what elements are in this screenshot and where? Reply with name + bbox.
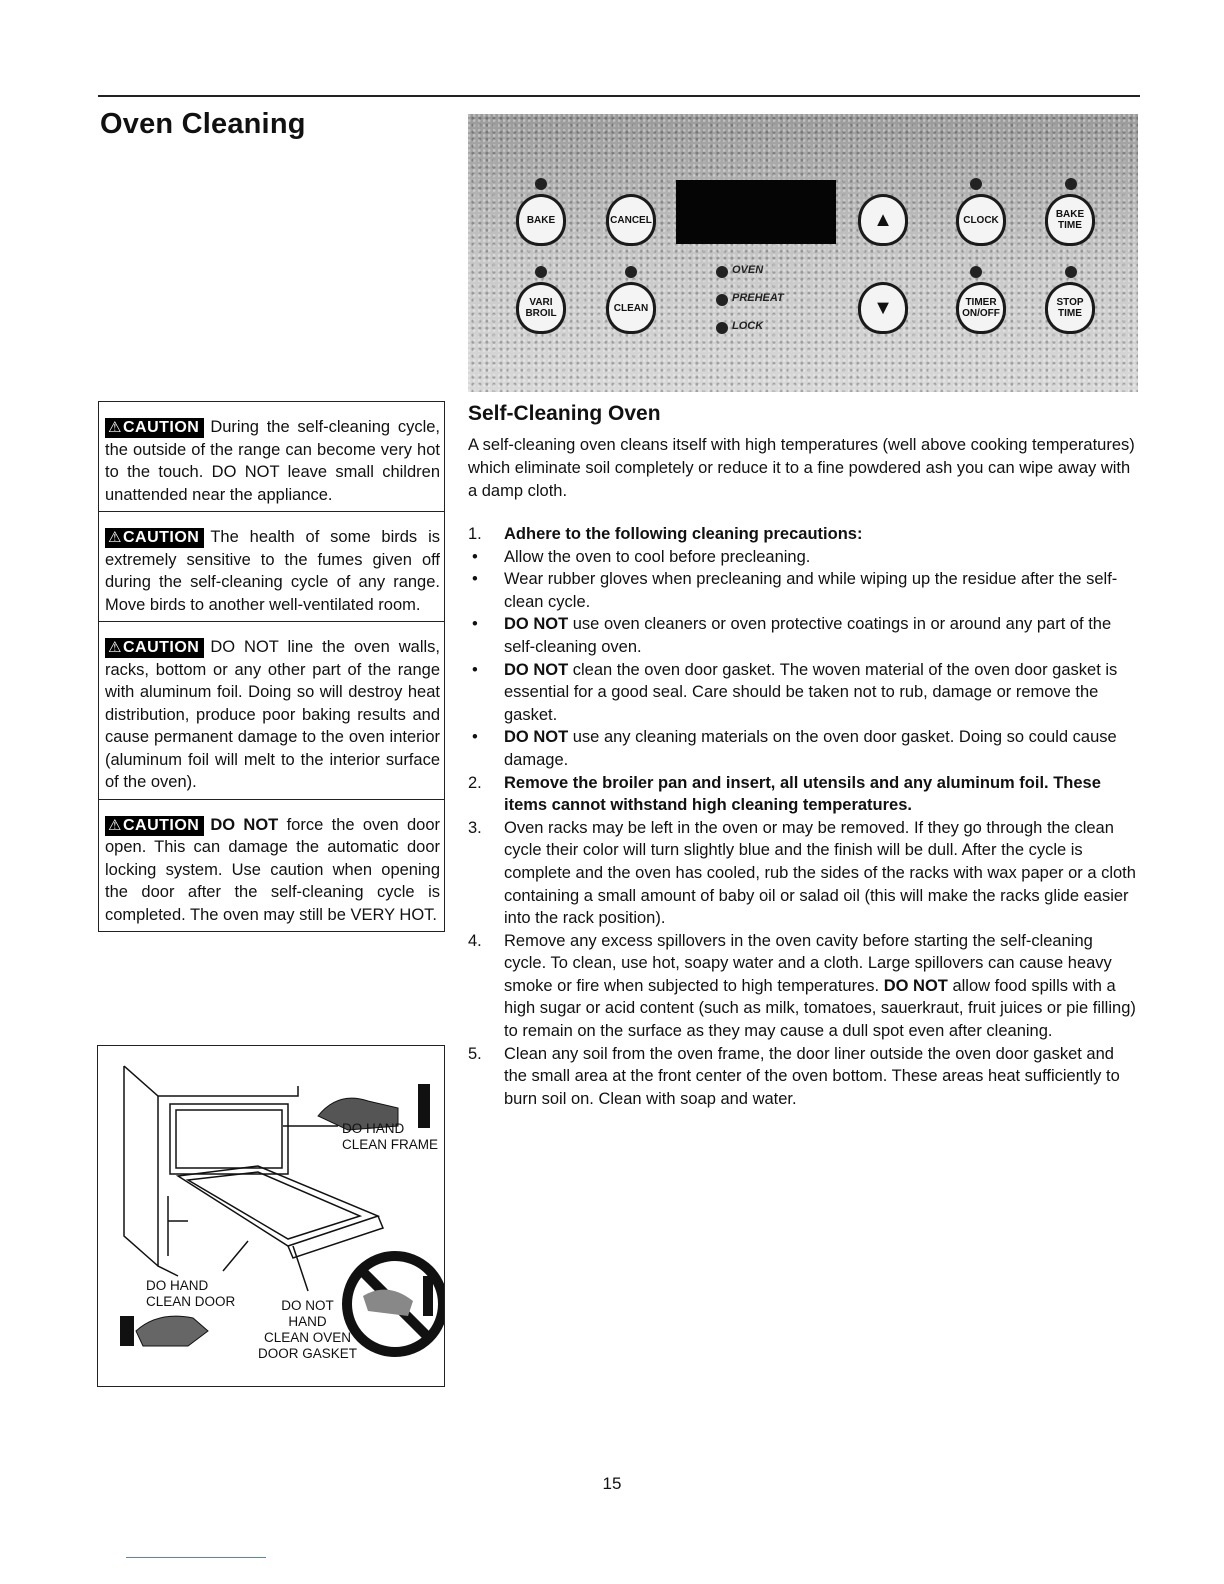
caution-box: ⚠CAUTION DO NOT force the oven door open. This can damage the automatic door locking system. Use caution when opening the door after the self-cleaning cycle is completed. The oven may still be VERY HOT. <box>99 800 444 933</box>
gasket-label: DO NOT HAND CLEAN OVEN DOOR GASKET <box>258 1298 358 1361</box>
bullet-item: • DO NOT clean the oven door gasket. The woven material of the oven door gasket is essential for a good seal. Care should be taken not to rub, damage or remove the gasket. <box>472 660 1118 724</box>
vari-broil-button: VARI BROIL <box>516 282 566 334</box>
cleaning-steps <box>468 523 1136 1110</box>
clock-button: CLOCK <box>956 194 1006 246</box>
cancel-button: CANCEL <box>606 194 656 246</box>
bullet-item: • DO NOT use oven cleaners or oven protective coatings in or around any part of the self-cleaning oven. <box>472 615 1112 656</box>
preheat-indicator-label: PREHEAT <box>732 292 784 304</box>
caution-badge: ⚠CAUTION <box>105 418 204 438</box>
top-rule <box>98 95 1140 97</box>
clean-button: CLEAN <box>606 282 656 334</box>
timer-button: TIMER ON/OFF <box>956 282 1006 334</box>
footer-line <box>126 1557 266 1558</box>
section-title: Self-Cleaning Oven <box>468 402 661 425</box>
page-number: 15 <box>602 1474 622 1493</box>
caution-box: ⚠CAUTION During the self-cleaning cycle, the outside of the range can become very hot to the touch. DO NOT leave small children unattended near the appliance. <box>99 402 444 512</box>
lock-indicator-label: LOCK <box>732 320 764 332</box>
oven-cleaning-diagram <box>97 1045 445 1387</box>
bullet-item: • Allow the oven to cool before precleaning. <box>472 547 811 566</box>
oven-indicator-label: OVEN <box>732 264 764 276</box>
indicator-light <box>970 178 982 190</box>
step-3: 3. Oven racks may be left in the oven or may be removed. If they go through the clean cycle their color will turn slightly blue and the finish will be dull. After the cycle is complete and the oven has cooled, rub the sides of the racks with wax paper or a cloth containing a small amount of baby oil or salad oil (this will make the racks glide easier into the rack position). <box>468 818 1136 928</box>
bullet-item: • DO NOT use any cleaning materials on the oven door gasket. Doing so could cause damage. <box>472 728 1117 769</box>
indicator-light <box>625 266 637 278</box>
up-arrow-button: ▲ <box>858 194 908 246</box>
indicator-light <box>1065 266 1077 278</box>
indicator-light <box>535 178 547 190</box>
prohibited-icon <box>347 1256 443 1352</box>
warning-triangle-icon: ⚠ <box>108 419 122 436</box>
warning-triangle-icon: ⚠ <box>108 639 122 656</box>
caution-box: ⚠CAUTION DO NOT line the oven walls, racks, bottom or any other part of the range with aluminum foil. Doing so will destroy heat distribution, produce poor baking results and cause permanent damage to the oven interior (aluminum foil will melt to the interior surface of the oven). <box>99 622 444 800</box>
oven-indicator-light <box>716 266 728 278</box>
bake-button: BAKE <box>516 194 566 246</box>
indicator-light <box>1065 178 1077 190</box>
door-label: DO HAND CLEAN DOOR <box>146 1278 236 1309</box>
caution-badge: ⚠CAUTION <box>105 528 204 548</box>
preheat-indicator-light <box>716 294 728 306</box>
intro-paragraph: A self-cleaning oven cleans itself with high temperatures (well above cooking temperatures) which eliminate soil completely or reduce it to a fine powdered ash you can wipe away with a damp cloth. <box>468 436 1135 500</box>
warning-triangle-icon: ⚠ <box>108 529 122 546</box>
bake-time-button: BAKE TIME <box>1045 194 1095 246</box>
lock-indicator-light <box>716 322 728 334</box>
indicator-light <box>970 266 982 278</box>
warning-triangle-icon: ⚠ <box>108 816 122 834</box>
control-panel-photo <box>468 114 1138 392</box>
caution-badge: ⚠CAUTION <box>105 816 204 836</box>
step-2: 2. Remove the broiler pan and insert, all utensils and any aluminum foil. These items cannot withstand high cleaning temperatures. <box>468 773 1101 815</box>
hand-cleaning-door-icon <box>120 1316 208 1346</box>
step-1: 1. Adhere to the following cleaning precautions: <box>468 525 863 543</box>
page-title: Oven Cleaning <box>100 108 306 140</box>
caution-list <box>98 401 445 932</box>
frame-label: DO HAND CLEAN FRAME <box>342 1121 439 1152</box>
caution-badge: ⚠CAUTION <box>105 638 204 658</box>
stop-time-button: STOP TIME <box>1045 282 1095 334</box>
caution-box: ⚠CAUTION The health of some birds is extremely sensitive to the fumes given off during the self-cleaning cycle of any range. Move birds to another well-ventilated room. <box>99 512 444 622</box>
bullet-item: • Wear rubber gloves when precleaning and while wiping up the residue after the self-clean cycle. <box>472 570 1118 611</box>
indicator-light <box>535 266 547 278</box>
display-window <box>676 180 836 244</box>
step-5: 5. Clean any soil from the oven frame, the door liner outside the oven door gasket and the small area at the front center of the oven bottom. These areas heat sufficiently to burn soil on. Clean with soap and water. <box>468 1044 1120 1108</box>
down-arrow-button: ▼ <box>858 282 908 334</box>
step-4: 4. Remove any excess spillovers in the oven cavity before starting the self-cleaning cycle. To clean, use hot, soapy water and a cloth. Large spillovers can cause heavy smoke or fire when subjected to high temperatures. DO NOT allow food spills with a high sugar or acid content (such as milk, tomatoes, sauerkraut, fruit juices or pie filling) to remain on the surface as they may cause a dull spot even after cleaning. <box>468 931 1136 1041</box>
